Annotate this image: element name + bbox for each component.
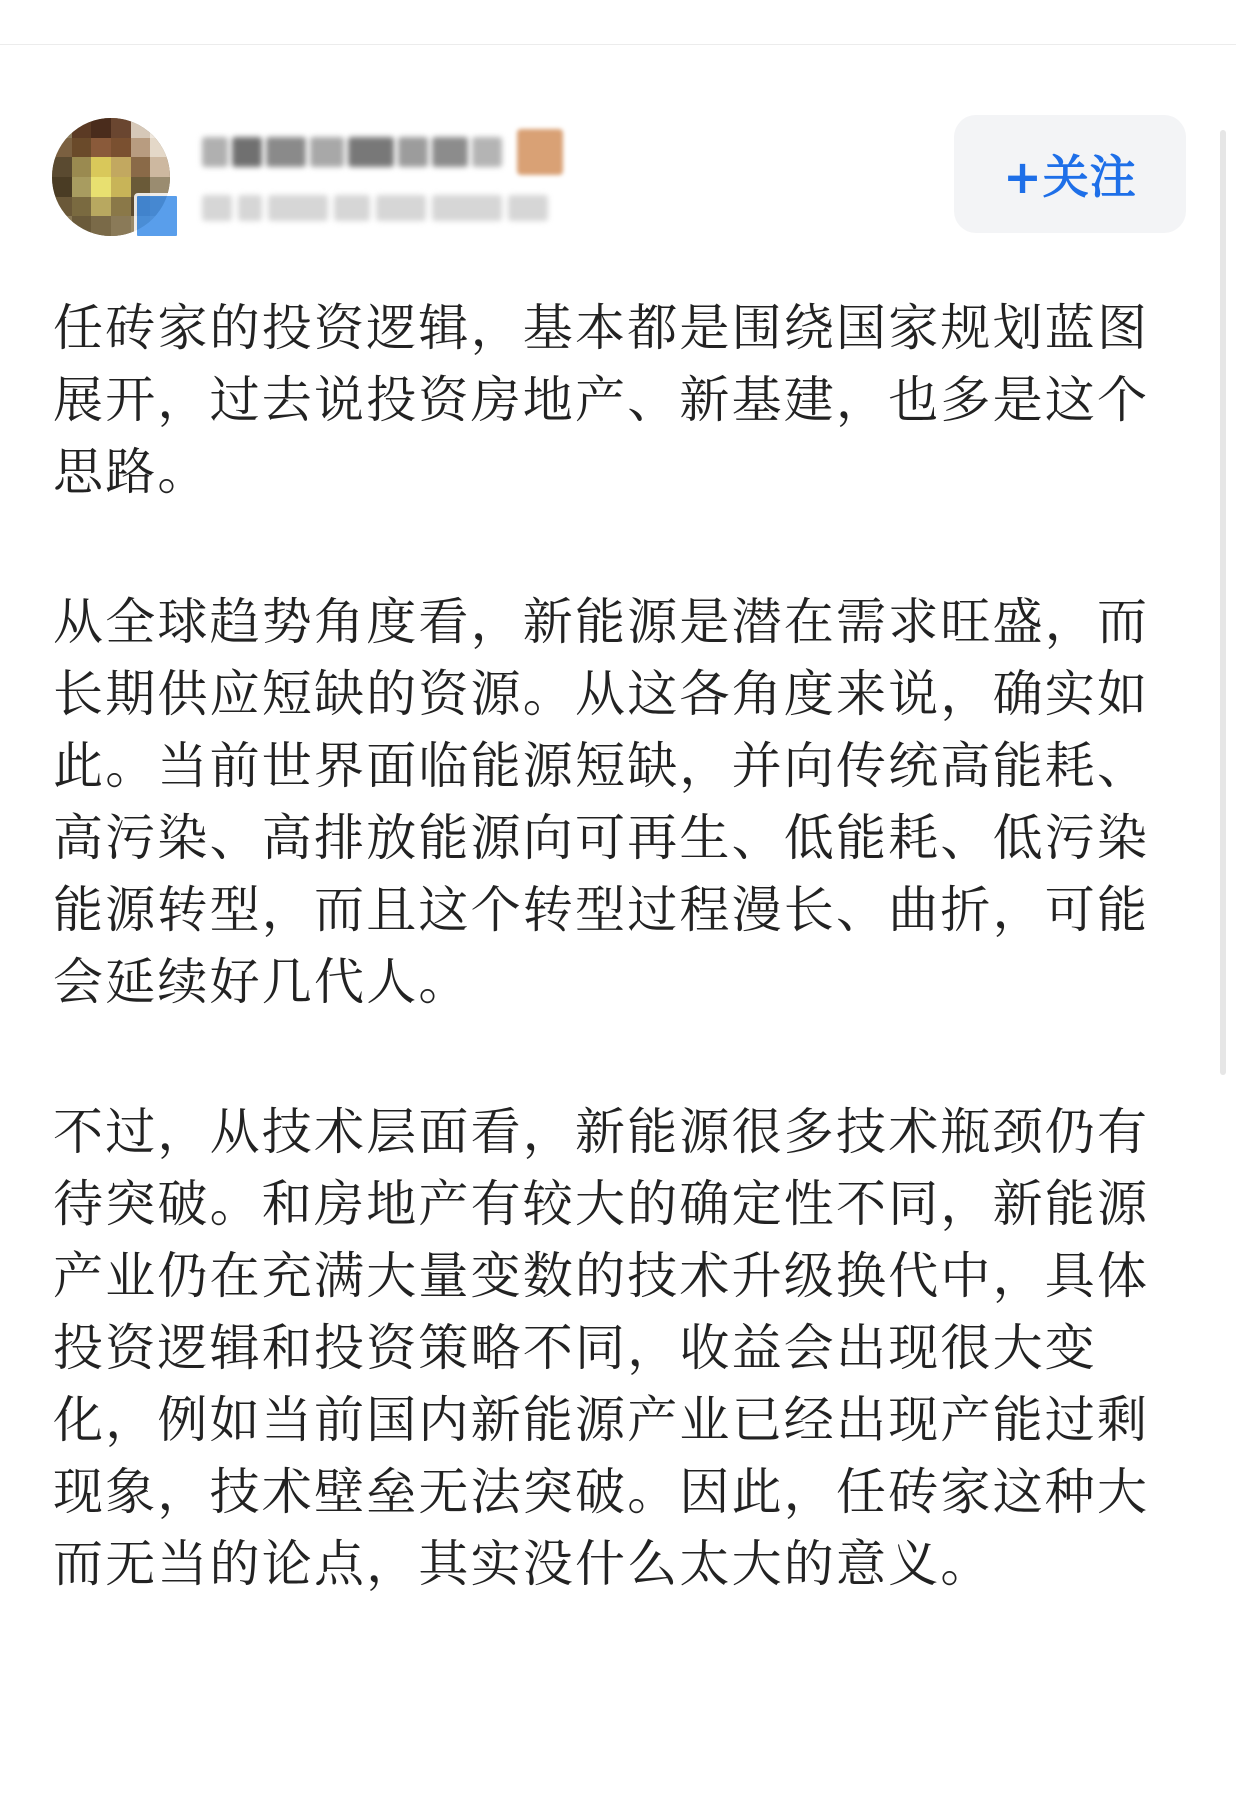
top-bar xyxy=(0,0,1236,45)
author-name-blurred[interactable] xyxy=(202,133,502,171)
post-meta-blurred xyxy=(202,190,552,226)
post-paragraph-2: 从全球趋势角度看，新能源是潜在需求旺盛，而长期供应短缺的资源。从这各角度来说，确实如此。当前世界面临能源短缺，并向传统高能耗、高污染、高排放能源向可再生、低能耗、低污染能源转型，而且这个转型过程漫长、曲折，可能会延续好几代人。 xyxy=(53,593,1150,1011)
author-badge-icon xyxy=(517,129,563,175)
scrollbar[interactable] xyxy=(1220,130,1226,1075)
verified-badge-icon xyxy=(134,193,180,239)
author-header xyxy=(52,115,1186,243)
post-paragraph-1: 任砖家的投资逻辑，基本都是围绕国家规划蓝图展开，过去说投资房地产、新基建，也多是这个思路。 xyxy=(53,299,1150,501)
post-body xyxy=(53,292,1163,1678)
post-paragraph-3: 不过，从技术层面看，新能源很多技术瓶颈仍有待突破。和房地产有较大的确定性不同，新能源产业仍在充满大量变数的技术升级换代中，具体投资逻辑和投资策略不同，收益会出现很大变化，例如当前国内新能源产业已经出现产能过剩现象，技术壁垒无法突破。因此，任砖家这种大而无当的论点，其实没什么太大的意义。 xyxy=(53,1103,1150,1593)
follow-button[interactable]: +关注 xyxy=(954,115,1186,233)
